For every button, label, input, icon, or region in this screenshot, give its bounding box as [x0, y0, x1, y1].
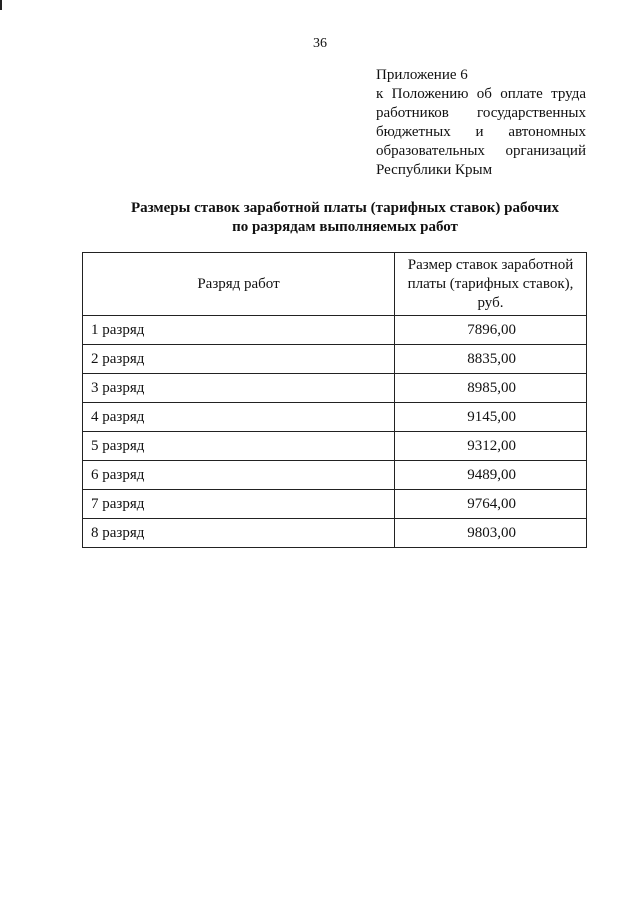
rate-cell: 8835,00	[395, 345, 587, 374]
appendix-body	[376, 85, 586, 180]
table-row	[83, 316, 587, 345]
appendix-title: Приложение 6	[376, 67, 468, 83]
grade-cell: 2 разряд	[83, 345, 395, 374]
table-row	[83, 432, 587, 461]
grade-cell: 5 разряд	[83, 432, 395, 461]
table-row	[83, 345, 587, 374]
table-header-row	[83, 253, 587, 316]
grade-cell: 1 разряд	[83, 316, 395, 345]
table-row	[83, 374, 587, 403]
rate-cell: 9145,00	[395, 403, 587, 432]
rate-cell: 8985,00	[395, 374, 587, 403]
header-rate-line-2: платы (тарифных ставок),	[407, 275, 574, 292]
appendix-line: Республики Крым	[376, 162, 493, 178]
appendix-line: бюджетных и автономных	[376, 124, 586, 140]
rate-cell: 9764,00	[395, 490, 587, 519]
rate-cell: 9489,00	[395, 461, 587, 490]
grade-cell: 4 разряд	[83, 403, 395, 432]
grade-cell: 6 разряд	[83, 461, 395, 490]
appendix-reference	[376, 66, 586, 180]
appendix-line: образовательных организаций	[376, 143, 586, 159]
page-number: 36	[313, 36, 327, 51]
rate-cell: 9803,00	[395, 519, 587, 548]
table-row	[83, 490, 587, 519]
table-row	[83, 461, 587, 490]
document-heading	[60, 199, 630, 237]
header-grade: Разряд работ	[83, 253, 395, 316]
appendix-line: работников государственных	[376, 105, 586, 121]
header-rate-line-3: руб.	[477, 294, 504, 311]
grade-cell: 3 разряд	[83, 374, 395, 403]
grade-cell: 8 разряд	[83, 519, 395, 548]
heading-line-1: Размеры ставок заработной платы (тарифных ставок) рабочих	[130, 200, 560, 216]
header-rate-line-1: Размер ставок заработной	[407, 256, 574, 273]
heading-line-2: по разрядам выполняемых работ	[232, 219, 458, 235]
grade-cell: 7 разряд	[83, 490, 395, 519]
table-row	[83, 519, 587, 548]
rate-cell: 7896,00	[395, 316, 587, 345]
table-row	[83, 403, 587, 432]
appendix-line: к Положению об оплате труда	[376, 86, 586, 102]
rate-cell: 9312,00	[395, 432, 587, 461]
header-rate	[395, 253, 587, 316]
scan-edge-mark	[0, 0, 2, 10]
wage-rates-table	[82, 252, 587, 548]
